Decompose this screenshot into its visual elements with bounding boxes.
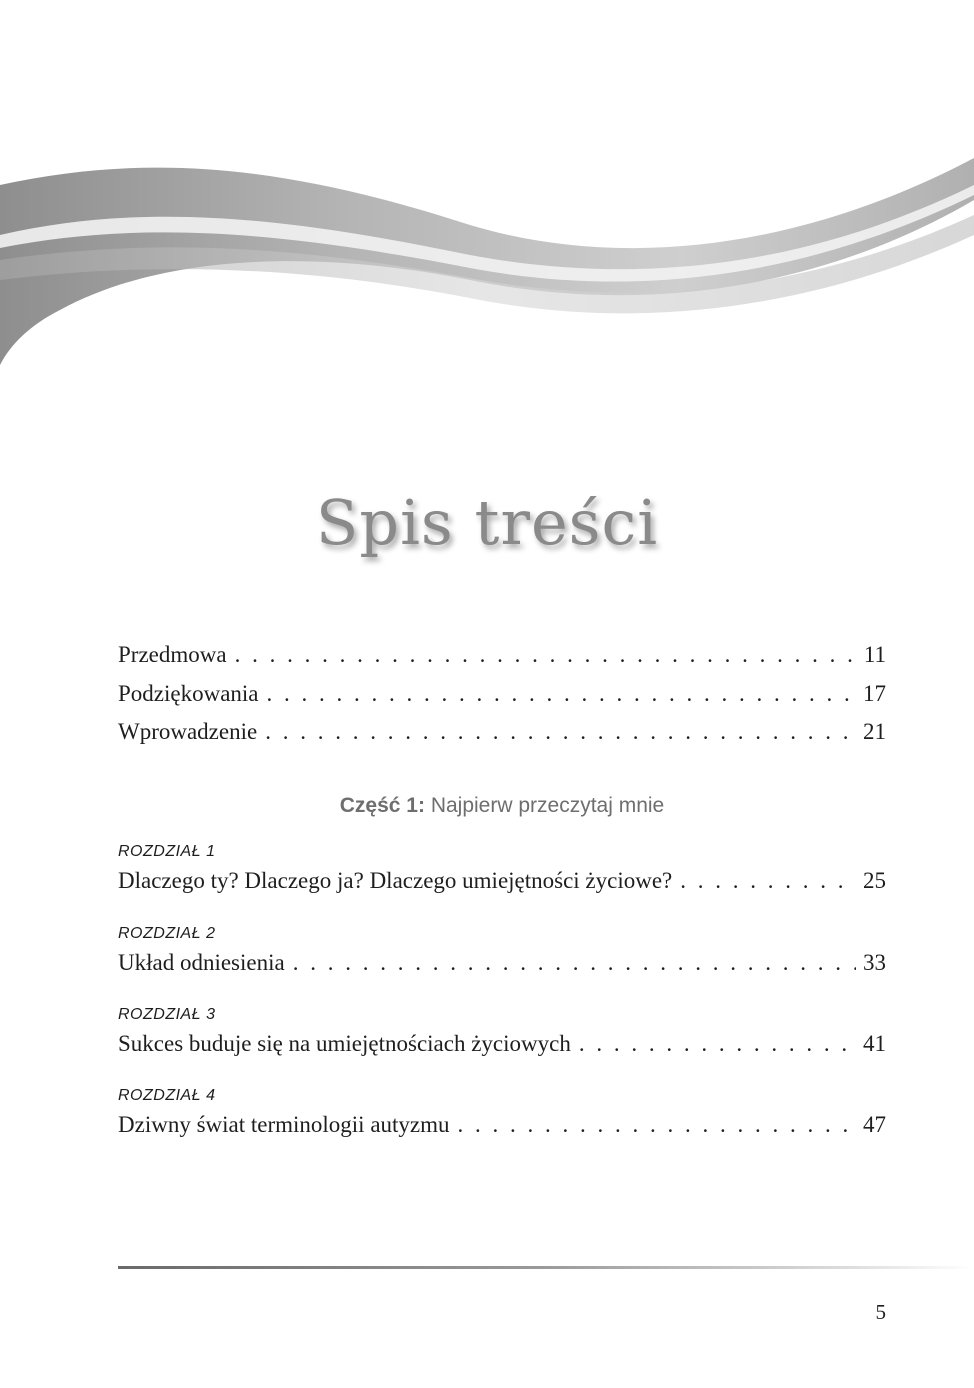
toc-entry-page: 17 (863, 681, 886, 706)
chapter-label: ROZDZIAŁ 4 (118, 1087, 216, 1104)
toc-entry-chapter-3[interactable] (118, 1031, 886, 1063)
dot-leader (259, 681, 856, 707)
toc-entry-label: Podziękowania (118, 681, 259, 706)
toc-entry-label: Sukces buduje się na umiejętnościach życiowych (118, 1031, 571, 1056)
dot-leader (285, 950, 856, 976)
dot-leader (257, 719, 856, 745)
toc-entry-page: 41 (863, 1031, 886, 1056)
dot-leader (227, 642, 856, 668)
page-number: 5 (875, 1300, 886, 1324)
toc-entry-page: 11 (863, 642, 886, 667)
part-title: Najpierw przeczytaj mnie (430, 794, 665, 817)
toc-entry-chapter-4[interactable] (118, 1112, 886, 1144)
toc-entry-preface[interactable] (118, 642, 886, 674)
toc-entry-label: Wprowadzenie (118, 719, 258, 744)
toc-entry-page: 21 (863, 719, 886, 744)
toc-entry-label: Przedmowa (118, 642, 227, 667)
dot-leader (450, 1112, 856, 1138)
toc-entry-chapter-1[interactable] (118, 868, 886, 900)
chapter-label: ROZDZIAŁ 3 (118, 1006, 216, 1023)
part-number: Część 1: (339, 794, 425, 817)
dot-leader (571, 1031, 856, 1057)
toc-entry-label: Dziwny świat terminologii autyzmu (118, 1112, 450, 1137)
toc-entry-label: Układ odniesienia (118, 950, 285, 975)
toc-entry-chapter-2[interactable] (118, 950, 886, 982)
footer-rule (118, 1266, 974, 1269)
toc-entry-label: Dlaczego ty? Dlaczego ja? Dlaczego umiejętności życiowe? (118, 868, 673, 893)
toc-entry-acknowledgements[interactable] (118, 681, 886, 713)
chapter-label: ROZDZIAŁ 1 (118, 843, 216, 860)
toc-entry-page: 33 (863, 950, 886, 975)
toc-entry-introduction[interactable] (118, 719, 886, 751)
decorative-wave-banner (0, 140, 974, 390)
chapter-label: ROZDZIAŁ 2 (118, 925, 216, 942)
part-heading (0, 794, 974, 818)
toc-entry-page: 25 (863, 868, 886, 893)
toc-entry-page: 47 (863, 1112, 886, 1137)
page-title: Spis treści (315, 486, 659, 559)
dot-leader (672, 868, 856, 894)
